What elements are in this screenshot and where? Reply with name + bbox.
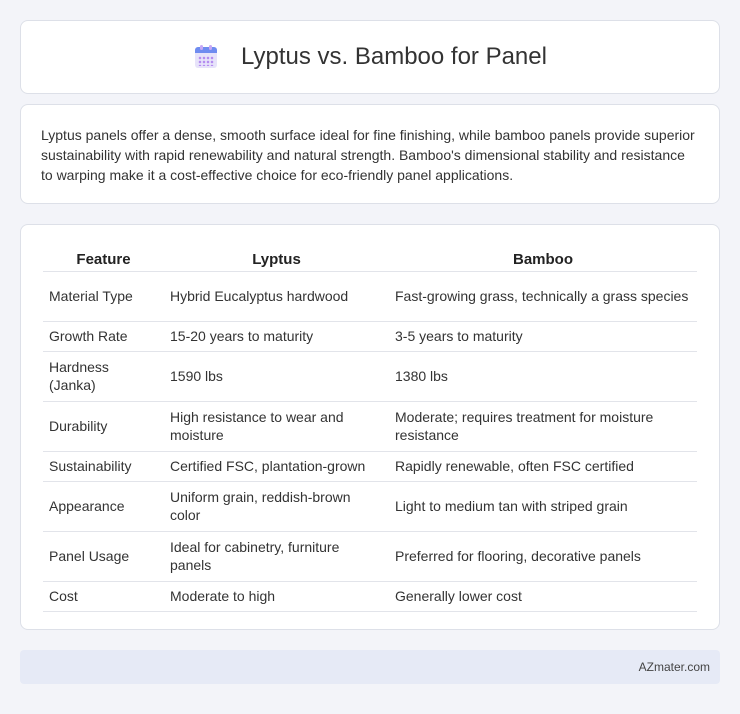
cell-bamboo: Light to medium tan with striped grain xyxy=(389,481,697,531)
cell-bamboo: Preferred for flooring, decorative panels xyxy=(389,531,697,581)
cell-lyptus: Certified FSC, plantation-grown xyxy=(164,451,389,481)
cell-bamboo: Rapidly renewable, often FSC certified xyxy=(389,451,697,481)
comparison-table xyxy=(43,245,697,612)
cell-lyptus: 1590 lbs xyxy=(164,351,389,401)
cell-lyptus: Moderate to high xyxy=(164,581,389,611)
cell-feature: Material Type xyxy=(43,271,164,321)
title-wrap xyxy=(193,43,547,71)
cell-lyptus: Uniform grain, reddish-brown color xyxy=(164,481,389,531)
table-row xyxy=(43,401,697,451)
calendar-icon xyxy=(193,44,219,70)
cell-bamboo: 3-5 years to maturity xyxy=(389,321,697,351)
cell-bamboo: Fast-growing grass, technically a grass species xyxy=(389,271,697,321)
cell-bamboo: Moderate; requires treatment for moisture resistance xyxy=(389,401,697,451)
cell-feature: Appearance xyxy=(43,481,164,531)
cell-feature: Durability xyxy=(43,401,164,451)
table-row xyxy=(43,451,697,481)
cell-lyptus: Ideal for cabinetry, furniture panels xyxy=(164,531,389,581)
title-card xyxy=(20,20,720,94)
table-row xyxy=(43,531,697,581)
cell-bamboo: Generally lower cost xyxy=(389,581,697,611)
cell-feature: Cost xyxy=(43,581,164,611)
footer xyxy=(20,650,720,684)
summary-card xyxy=(20,104,720,204)
cell-lyptus: Hybrid Eucalyptus hardwood xyxy=(164,271,389,321)
cell-feature: Sustainability xyxy=(43,451,164,481)
summary-text: Lyptus panels offer a dense, smooth surface ideal for fine finishing, while bamboo panels provide superior sustainability with rapid renewability and natural strength. Bamboo's dimensional stability and resistance to warping make it a cost-effective choice for eco-friendly panel applications. xyxy=(41,127,695,183)
header-lyptus: Lyptus xyxy=(164,245,389,271)
table-row xyxy=(43,321,697,351)
table-row xyxy=(43,351,697,401)
footer-brand: AZmater.com xyxy=(638,660,710,674)
page-title: Lyptus vs. Bamboo for Panel xyxy=(241,43,547,70)
cell-bamboo: 1380 lbs xyxy=(389,351,697,401)
table-header-row xyxy=(43,245,697,271)
header-feature: Feature xyxy=(43,245,164,271)
cell-lyptus: 15-20 years to maturity xyxy=(164,321,389,351)
cell-feature: Growth Rate xyxy=(43,321,164,351)
table-row xyxy=(43,271,697,321)
table-row xyxy=(43,581,697,611)
table-row xyxy=(43,481,697,531)
table-card xyxy=(20,224,720,630)
cell-lyptus: High resistance to wear and moisture xyxy=(164,401,389,451)
header-bamboo: Bamboo xyxy=(389,245,697,271)
cell-feature: Panel Usage xyxy=(43,531,164,581)
cell-feature: Hardness (Janka) xyxy=(43,351,164,401)
